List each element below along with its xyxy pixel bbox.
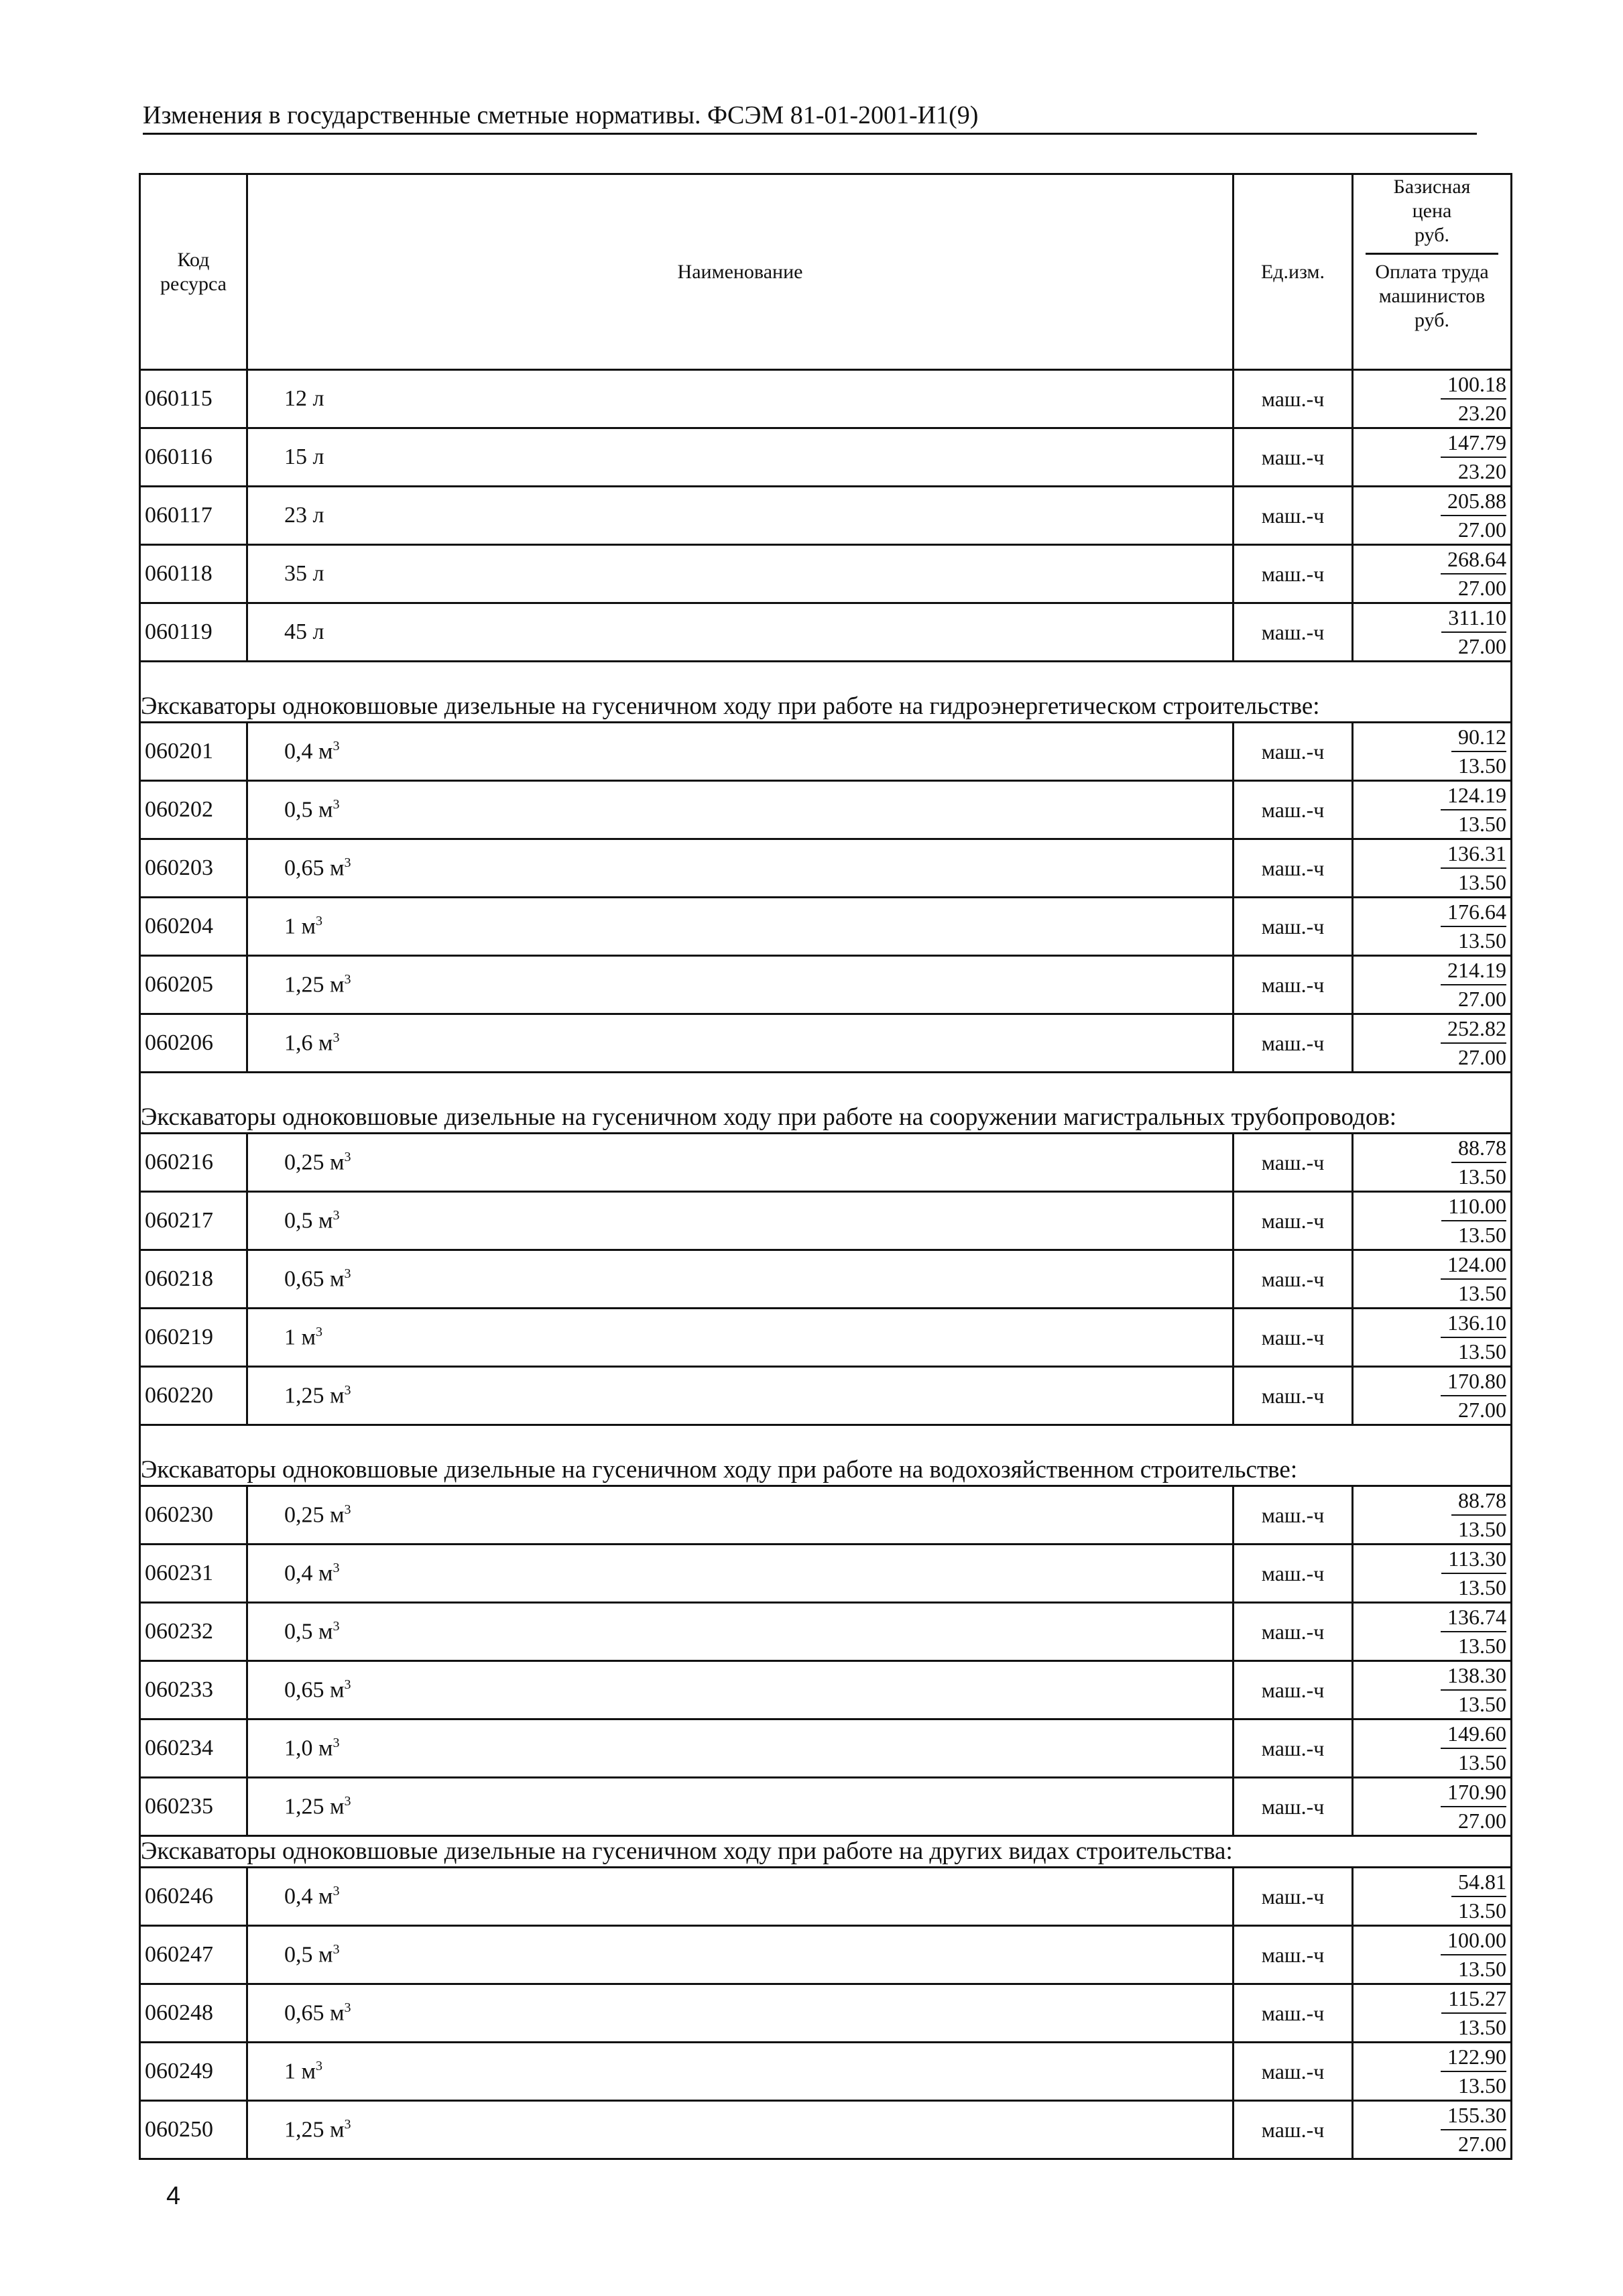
operator-wage: 13.50: [1458, 1517, 1506, 1541]
resource-name-text: 1 м: [284, 914, 316, 939]
base-price: 136.31: [1441, 840, 1506, 869]
resource-name: [247, 1486, 1234, 1545]
base-price: 205.88: [1441, 487, 1506, 516]
base-price: 214.19: [1441, 957, 1506, 985]
base-price: 147.79: [1441, 429, 1506, 458]
base-price: 311.10: [1441, 604, 1506, 633]
price-cell: [1353, 1868, 1512, 1926]
operator-wage: 13.50: [1458, 753, 1506, 778]
operator-wage: 27.00: [1458, 1045, 1506, 1069]
resource-name: [247, 839, 1234, 898]
base-price: 136.10: [1441, 1309, 1506, 1338]
unit-exponent: 3: [344, 2116, 351, 2132]
operator-wage: 13.50: [1458, 1164, 1506, 1189]
unit-exponent: 3: [333, 1735, 340, 1750]
price-cell: [1353, 1545, 1512, 1603]
base-price: 170.90: [1441, 1778, 1506, 1807]
resource-code: 060117: [140, 487, 247, 545]
base-price: 124.19: [1441, 782, 1506, 810]
unit-exponent: 3: [344, 1382, 351, 1398]
resource-name: [247, 545, 1234, 603]
section-title: Экскаваторы одноковшовые дизельные на гусеничном ходу при работе на гидроэнергетическом строительстве:: [140, 662, 1512, 723]
operator-wage: 13.50: [1458, 1692, 1506, 1716]
table-row: [140, 1984, 1512, 2043]
section-title: Экскаваторы одноковшовые дизельные на гусеничном ходу при работе на водохозяйственном строительстве:: [140, 1425, 1512, 1486]
price-cell: [1353, 603, 1512, 662]
resource-code: 060248: [140, 1984, 247, 2043]
resource-name: [247, 1719, 1234, 1778]
resource-name: [247, 2101, 1234, 2159]
measure-unit: маш.-ч: [1234, 1603, 1353, 1661]
unit-exponent: 3: [344, 2000, 351, 2015]
resource-name: [247, 1868, 1234, 1926]
resource-name-text: 0,65 м: [284, 1677, 345, 1703]
resource-code: 060231: [140, 1545, 247, 1603]
resource-name: [247, 898, 1234, 956]
measure-unit: маш.-ч: [1234, 1134, 1353, 1192]
resource-name: [247, 370, 1234, 428]
price-cell: [1353, 956, 1512, 1014]
unit-exponent: 3: [333, 1883, 340, 1898]
resource-name: [247, 1661, 1234, 1719]
unit-exponent: 3: [316, 2058, 323, 2073]
resource-name-text: 1,25 м: [284, 1794, 345, 1819]
resource-name-text: 35 л: [284, 561, 324, 586]
resource-code: 060216: [140, 1134, 247, 1192]
resource-code: 060235: [140, 1778, 247, 1836]
column-header-price: Базисная цена руб. Оплата труда машинистов руб.: [1353, 174, 1512, 370]
measure-unit: маш.-ч: [1234, 370, 1353, 428]
measure-unit: маш.-ч: [1234, 1309, 1353, 1367]
price-cell: [1353, 1014, 1512, 1073]
measure-unit: маш.-ч: [1234, 898, 1353, 956]
resource-name-text: 0,25 м: [284, 1150, 345, 1175]
resource-code: 060219: [140, 1309, 247, 1367]
unit-exponent: 3: [333, 1560, 340, 1575]
operator-wage: 13.50: [1458, 2015, 1506, 2039]
measure-unit: маш.-ч: [1234, 956, 1353, 1014]
price-cell: [1353, 1661, 1512, 1719]
column-header-name: Наименование: [247, 174, 1234, 370]
resource-name-text: 0,25 м: [284, 1502, 345, 1528]
unit-exponent: 3: [316, 913, 323, 928]
base-price: 155.30: [1441, 2102, 1506, 2130]
table-row: [140, 1134, 1512, 1192]
price-cell: [1353, 1719, 1512, 1778]
section-title: Экскаваторы одноковшовые дизельные на гусеничном ходу при работе на сооружении магистральных трубопроводов:: [140, 1073, 1512, 1134]
resource-code: 060246: [140, 1868, 247, 1926]
measure-unit: маш.-ч: [1234, 1778, 1353, 1836]
resource-code: 060201: [140, 723, 247, 781]
unit-exponent: 3: [344, 1149, 351, 1164]
resource-name: [247, 487, 1234, 545]
resource-name-text: 23 л: [284, 503, 324, 528]
measure-unit: маш.-ч: [1234, 1014, 1353, 1073]
operator-wage: 13.50: [1458, 1223, 1506, 1247]
operator-wage: 13.50: [1458, 1898, 1506, 1923]
measure-unit: маш.-ч: [1234, 1367, 1353, 1425]
resource-name-text: 0,5 м: [284, 797, 333, 823]
section-header-row: [140, 1425, 1512, 1486]
resource-name: [247, 1984, 1234, 2043]
operator-wage: 27.00: [1458, 576, 1506, 600]
price-cell: [1353, 723, 1512, 781]
price-cell: [1353, 1250, 1512, 1309]
section-header-row: [140, 1073, 1512, 1134]
price-cell: [1353, 1603, 1512, 1661]
table-row: [140, 781, 1512, 839]
price-cell: [1353, 1134, 1512, 1192]
resource-name: [247, 781, 1234, 839]
table-row: [140, 370, 1512, 428]
unit-exponent: 3: [344, 1266, 351, 1281]
resource-code: 060233: [140, 1661, 247, 1719]
resource-name: [247, 1309, 1234, 1367]
resource-name: [247, 1778, 1234, 1836]
operator-wage: 27.00: [1458, 634, 1506, 658]
operator-wage: 13.50: [1458, 1575, 1506, 1599]
price-cell: [1353, 2043, 1512, 2101]
measure-unit: маш.-ч: [1234, 839, 1353, 898]
unit-exponent: 3: [316, 1324, 323, 1339]
unit-exponent: 3: [344, 1793, 351, 1809]
operator-wage: 13.50: [1458, 1339, 1506, 1364]
operator-wage: 13.50: [1458, 1281, 1506, 1305]
measure-unit: маш.-ч: [1234, 1661, 1353, 1719]
section-header-row: [140, 1836, 1512, 1868]
unit-exponent: 3: [344, 855, 351, 870]
price-cell: [1353, 487, 1512, 545]
table-row: [140, 428, 1512, 487]
table-row: [140, 603, 1512, 662]
resource-code: 060247: [140, 1926, 247, 1984]
measure-unit: маш.-ч: [1234, 487, 1353, 545]
resource-name-text: 12 л: [284, 386, 324, 411]
base-price: 115.27: [1441, 1985, 1506, 2014]
column-header-unit: Ед.изм.: [1234, 174, 1353, 370]
section-title: Экскаваторы одноковшовые дизельные на гусеничном ходу при работе на других видах строительства:: [140, 1836, 1512, 1868]
measure-unit: маш.-ч: [1234, 723, 1353, 781]
page-header: Изменения в государственные сметные нормативы. ФСЭМ 81-01-2001-И1(9): [143, 101, 1477, 135]
resource-code: 060119: [140, 603, 247, 662]
resource-name-text: 1,25 м: [284, 2117, 345, 2142]
price-cell: [1353, 898, 1512, 956]
unit-exponent: 3: [344, 1677, 351, 1692]
resource-code: 060115: [140, 370, 247, 428]
table-row: [140, 1014, 1512, 1073]
measure-unit: маш.-ч: [1234, 2101, 1353, 2159]
unit-exponent: 3: [333, 738, 340, 753]
table-row: [140, 1661, 1512, 1719]
resource-code: 060217: [140, 1192, 247, 1250]
operator-wage: 13.50: [1458, 1957, 1506, 1981]
resource-code: 060220: [140, 1367, 247, 1425]
resource-name: [247, 956, 1234, 1014]
price-cell: [1353, 370, 1512, 428]
price-cell: [1353, 2101, 1512, 2159]
operator-wage: 27.00: [1458, 518, 1506, 542]
table-row: [140, 1868, 1512, 1926]
column-header-code: Код ресурса: [140, 174, 247, 370]
table-row: [140, 1192, 1512, 1250]
base-price: 113.30: [1441, 1545, 1506, 1574]
price-cell: [1353, 545, 1512, 603]
unit-exponent: 3: [333, 1941, 340, 1957]
measure-unit: маш.-ч: [1234, 603, 1353, 662]
measure-unit: маш.-ч: [1234, 545, 1353, 603]
operator-wage: 27.00: [1458, 1398, 1506, 1422]
measure-unit: маш.-ч: [1234, 1192, 1353, 1250]
resource-code: 060203: [140, 839, 247, 898]
table-row: [140, 956, 1512, 1014]
base-price: 54.81: [1451, 1868, 1506, 1897]
resource-name-text: 1,0 м: [284, 1736, 333, 1761]
unit-exponent: 3: [344, 971, 351, 987]
operator-wage: 13.50: [1458, 928, 1506, 953]
resource-name: [247, 1250, 1234, 1309]
resource-name-text: 0,4 м: [284, 1884, 333, 1909]
resource-code: 060116: [140, 428, 247, 487]
measure-unit: маш.-ч: [1234, 1868, 1353, 1926]
measure-unit: маш.-ч: [1234, 1250, 1353, 1309]
price-cell: [1353, 1309, 1512, 1367]
table-row: [140, 1926, 1512, 1984]
operator-wage: 23.20: [1458, 459, 1506, 483]
resource-name-text: 1,25 м: [284, 1383, 345, 1408]
price-cell: [1353, 428, 1512, 487]
price-cell: [1353, 1192, 1512, 1250]
resource-name-text: 0,4 м: [284, 1561, 333, 1586]
table-body: [140, 370, 1512, 2159]
table-row: [140, 1367, 1512, 1425]
base-price: 88.78: [1451, 1134, 1506, 1163]
resource-name-text: 45 л: [284, 619, 324, 644]
resource-name: [247, 723, 1234, 781]
table-row: [140, 1778, 1512, 1836]
operator-wage: 13.50: [1458, 870, 1506, 894]
base-price: 110.00: [1441, 1193, 1506, 1221]
base-price: 100.00: [1441, 1927, 1506, 1955]
operator-wage: 23.20: [1458, 401, 1506, 425]
table-row: [140, 723, 1512, 781]
resource-code: 060204: [140, 898, 247, 956]
measure-unit: маш.-ч: [1234, 1486, 1353, 1545]
resource-code: 060205: [140, 956, 247, 1014]
unit-exponent: 3: [333, 796, 340, 812]
resource-code: 060232: [140, 1603, 247, 1661]
table-row: [140, 2043, 1512, 2101]
resource-name-text: 0,65 м: [284, 1266, 345, 1292]
measure-unit: маш.-ч: [1234, 1984, 1353, 2043]
resource-name-text: 15 л: [284, 444, 324, 469]
measure-unit: маш.-ч: [1234, 2043, 1353, 2101]
table-row: [140, 2101, 1512, 2159]
base-price: 176.64: [1441, 898, 1506, 927]
resource-name-text: 1 м: [284, 1325, 316, 1350]
resource-name-text: 0,65 м: [284, 855, 345, 881]
resource-name-text: 0,4 м: [284, 739, 333, 764]
resource-code: 060206: [140, 1014, 247, 1073]
unit-exponent: 3: [333, 1207, 340, 1223]
resource-name-text: 0,5 м: [284, 1619, 333, 1644]
table-row: [140, 1603, 1512, 1661]
resource-name: [247, 1926, 1234, 1984]
operator-wage: 13.50: [1458, 1634, 1506, 1658]
resource-name: [247, 1603, 1234, 1661]
resource-name: [247, 1367, 1234, 1425]
resource-code: 060118: [140, 545, 247, 603]
measure-unit: маш.-ч: [1234, 1926, 1353, 1984]
base-price: 136.74: [1441, 1604, 1506, 1632]
resource-name: [247, 1134, 1234, 1192]
resource-code: 060234: [140, 1719, 247, 1778]
base-price: 149.60: [1441, 1720, 1506, 1749]
unit-exponent: 3: [344, 1502, 351, 1517]
measure-unit: маш.-ч: [1234, 1719, 1353, 1778]
base-price: 170.80: [1441, 1368, 1506, 1396]
base-price: 252.82: [1441, 1015, 1506, 1044]
resource-name: [247, 428, 1234, 487]
unit-exponent: 3: [333, 1618, 340, 1634]
table-row: [140, 1545, 1512, 1603]
measure-unit: маш.-ч: [1234, 1545, 1353, 1603]
resource-name: [247, 603, 1234, 662]
operator-wage: 27.00: [1458, 987, 1506, 1011]
table-row: [140, 839, 1512, 898]
price-cell: [1353, 1984, 1512, 2043]
resource-name: [247, 1545, 1234, 1603]
resource-code: 060249: [140, 2043, 247, 2101]
resource-name-text: 1 м: [284, 2059, 316, 2084]
price-cell: [1353, 839, 1512, 898]
table-row: [140, 487, 1512, 545]
base-price: 88.78: [1451, 1487, 1506, 1516]
resource-name-text: 0,5 м: [284, 1942, 333, 1968]
operator-wage: 13.50: [1458, 812, 1506, 836]
table-row: [140, 898, 1512, 956]
table-row: [140, 1309, 1512, 1367]
table-header-row: [140, 174, 1512, 370]
resource-name-text: 1,25 м: [284, 972, 345, 998]
resource-name: [247, 1014, 1234, 1073]
price-cell: [1353, 1778, 1512, 1836]
resource-code: 060202: [140, 781, 247, 839]
price-cell: [1353, 1367, 1512, 1425]
table-row: [140, 1250, 1512, 1309]
price-cell: [1353, 1926, 1512, 1984]
operator-wage: 13.50: [1458, 1750, 1506, 1774]
table-row: [140, 1486, 1512, 1545]
base-price: 122.90: [1441, 2043, 1506, 2072]
resource-code: 060250: [140, 2101, 247, 2159]
resource-name-text: 1,6 м: [284, 1030, 333, 1056]
measure-unit: маш.-ч: [1234, 428, 1353, 487]
table-row: [140, 545, 1512, 603]
resource-code: 060230: [140, 1486, 247, 1545]
price-cell: [1353, 781, 1512, 839]
resource-name-text: 0,65 м: [284, 2000, 345, 2026]
resource-table: [139, 173, 1512, 2160]
resource-name: [247, 1192, 1234, 1250]
table-row: [140, 1719, 1512, 1778]
measure-unit: маш.-ч: [1234, 781, 1353, 839]
base-price: 138.30: [1441, 1662, 1506, 1691]
resource-name-text: 0,5 м: [284, 1208, 333, 1233]
base-price: 90.12: [1451, 723, 1506, 752]
section-header-row: [140, 662, 1512, 723]
base-price: 124.00: [1441, 1251, 1506, 1280]
resource-code: 060218: [140, 1250, 247, 1309]
unit-exponent: 3: [333, 1030, 340, 1045]
operator-wage: 27.00: [1458, 1809, 1506, 1833]
operator-wage: 27.00: [1458, 2132, 1506, 2156]
page-number: 4: [166, 2182, 181, 2210]
resource-name: [247, 2043, 1234, 2101]
price-cell: [1353, 1486, 1512, 1545]
operator-wage: 13.50: [1458, 2073, 1506, 2098]
base-price: 100.18: [1441, 371, 1506, 400]
base-price: 268.64: [1441, 546, 1506, 575]
